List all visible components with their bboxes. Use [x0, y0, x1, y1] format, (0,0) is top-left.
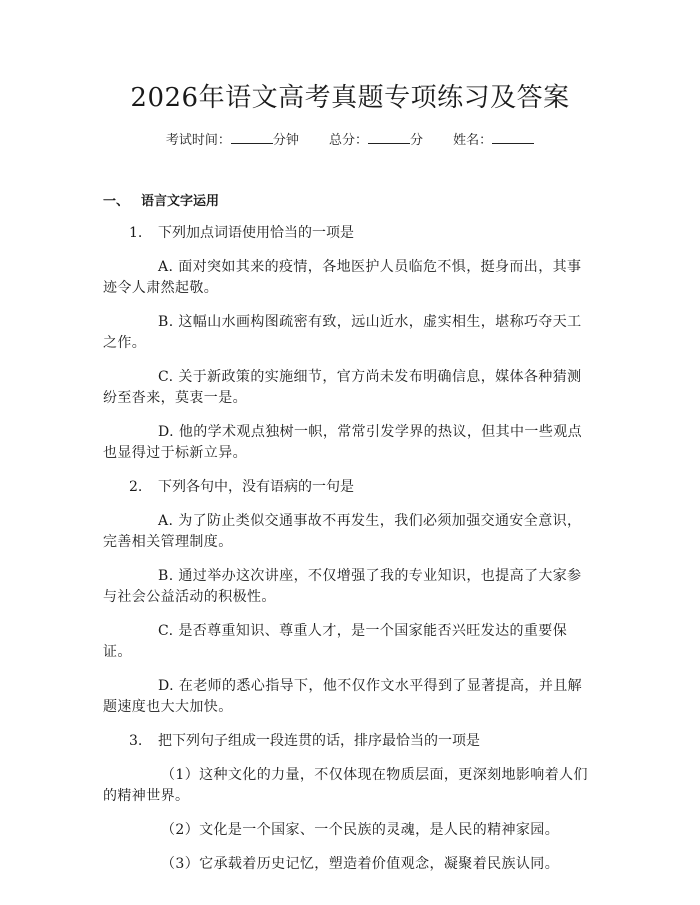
total-score-unit: 分	[410, 133, 424, 148]
total-score-label: 总分：	[328, 133, 368, 148]
option-d: D. 他的学术观点独树一帜，常常引发学界的热议，但其中一些观点也显得过于标新立异。	[103, 424, 583, 461]
question-stem	[103, 223, 593, 244]
option-b: B. 这幅山水画构图疏密有致，远山近水，虚实相生，堪称巧夺天工之作。	[103, 314, 582, 351]
total-score-field	[329, 131, 423, 151]
exam-time-blank	[231, 131, 273, 144]
question-text: 下列加点词语使用恰当的一项是	[158, 225, 354, 241]
name-blank	[492, 131, 534, 144]
option-b: B. 通过举办这次讲座，不仅增强了我的专业知识，也提高了大家参与社会公益活动的积极性。	[103, 568, 582, 605]
page-title: 2026年语文高考真题专项练习及答案	[130, 83, 570, 113]
question-number: 3.	[129, 733, 143, 749]
option-a: A. 为了防止类似交通事故不再发生，我们必须加强交通安全意识，完善相关管理制度。	[103, 513, 582, 550]
option-c: C. 是否尊重知识、尊重人才，是一个国家能否兴旺发达的重要保证。	[103, 623, 568, 660]
name-label: 姓名：	[453, 133, 493, 148]
exam-time-unit: 分钟	[272, 133, 299, 148]
question-text: 把下列句子组成一段连贯的话，排序最恰当的一项是	[158, 733, 480, 749]
ordering-sentence: （3）它承载着历史记忆，塑造着价值观念，凝聚着民族认同。	[161, 856, 560, 872]
exam-info-line	[0, 131, 700, 151]
question-number: 1.	[129, 225, 143, 241]
section-title: 语言文字运用	[141, 194, 220, 209]
option-d: D. 在老师的悉心指导下，他不仅作文水平得到了显著提高，并且解题速度也大大加快。	[103, 678, 583, 715]
question-stem	[103, 731, 593, 752]
exam-time-field	[166, 131, 299, 151]
section-heading	[103, 193, 219, 211]
ordering-sentence: （1）这种文化的力量，不仅体现在物质层面，更深刻地影响着人们的精神世界。	[103, 767, 588, 804]
option-c: C. 关于新政策的实施细节，官方尚未发布明确信息，媒体各种猜测纷至沓来，莫衷一是。	[103, 369, 582, 406]
ordering-sentence: （2）文化是一个国家、一个民族的灵魂，是人民的精神家园。	[161, 822, 560, 838]
total-score-blank	[368, 131, 410, 144]
exam-time-label: 考试时间：	[165, 133, 231, 148]
name-field	[453, 131, 534, 151]
option-a: A. 面对突如其来的疫情，各地医护人员临危不惧，挺身而出，其事迹令人肃然起敬。	[103, 259, 582, 296]
section-number: 一、	[103, 194, 130, 209]
question-stem	[103, 477, 593, 498]
question-number: 2.	[129, 479, 143, 495]
questions-content	[103, 223, 593, 888]
question-text: 下列各句中，没有语病的一句是	[158, 479, 354, 495]
